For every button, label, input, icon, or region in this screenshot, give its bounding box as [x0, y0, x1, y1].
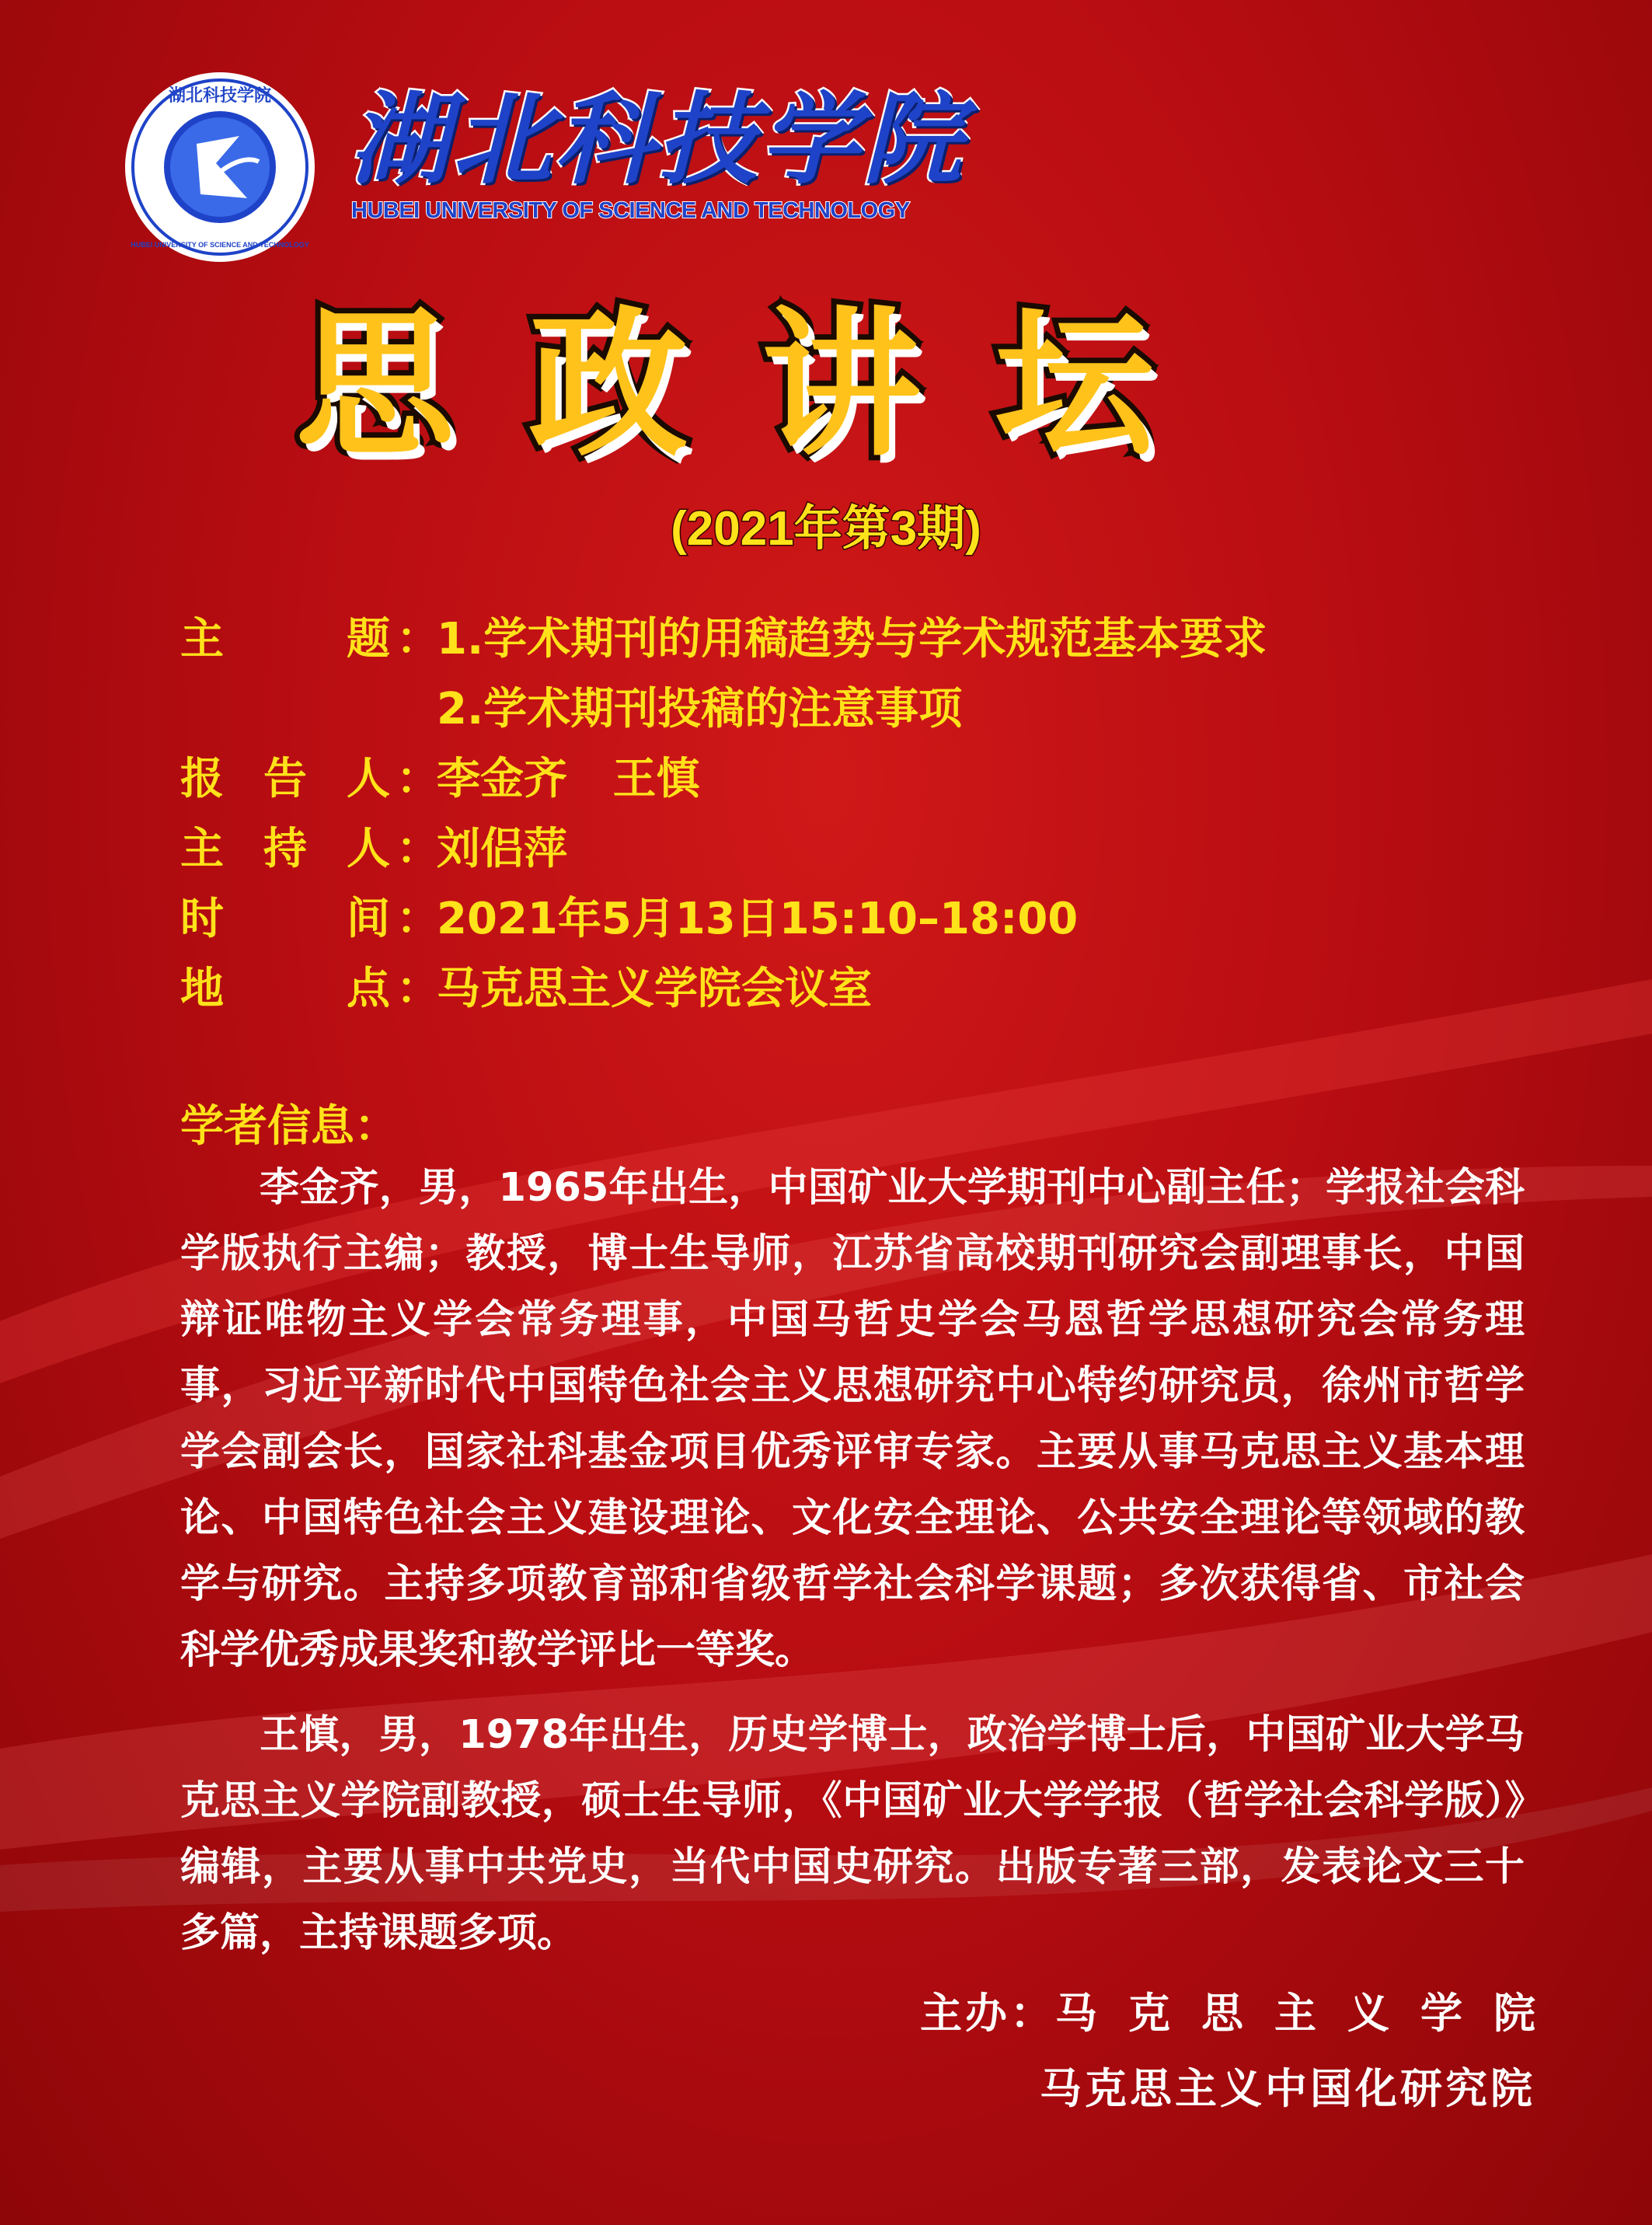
label-char: 告: [263, 754, 307, 804]
bio-heading: 学者信息：: [180, 1101, 398, 1152]
speaker-row: [180, 745, 1579, 814]
seal-cn-text: 湖北科技学院: [168, 85, 272, 106]
place-row: [180, 954, 1579, 1024]
poster-title: 思政讲坛: [295, 291, 1228, 478]
host-name: 刘侣萍: [437, 824, 567, 874]
label-char: 人: [347, 824, 390, 874]
bio-paragraph-1: 李金齐，男，1965年出生，中国矿业大学期刊中心副主任；学报社会科学版执行主编；教授，博士生导师，江苏省高校期刊研究会副理事长，中国辩证唯物主义学会常务理事，中国马哲史学会马恩哲学思想研究会常务理事，习近平新时代中国特色社会主义思想研究中心特约研究员，徐州市哲学学会副会长，国家社科基金项目优秀评审专家。主要从事马克思主义基本理论、中国特色社会主义建设理论、文化安全理论、公共安全理论等领域的教学与研究。主持多项教育部和省级哲学社会科学课题；多次获得省、市社会科学优秀成果奖和教学评比一等奖。: [180, 1165, 1525, 1673]
speaker-names: 李金齐 王慎: [437, 754, 700, 804]
colon: ：: [396, 754, 440, 804]
issue-number: (2021年第3期): [671, 502, 981, 556]
label-char: 报: [180, 754, 224, 804]
label-char: 主: [180, 614, 224, 664]
time-row: [180, 884, 1579, 954]
label-char: 人: [347, 754, 390, 804]
label-char: 间: [347, 894, 390, 944]
time-label: [180, 884, 390, 954]
topic-2: 2.学术期刊投稿的注意事项: [437, 684, 963, 734]
organizer-label: 主办：: [920, 1989, 1055, 2038]
university-seal-logo: [123, 70, 317, 264]
bio-paragraph-2: 王慎，男，1978年出生，历史学博士，政治学博士后，中国矿业大学马克思主义学院副教授，硕士生导师，《中国矿业大学学报（哲学社会科学版）》编辑，主要从事中共党史，当代中国史研究。出版专著三部，发表论文三十多篇，主持课题多项。: [180, 1712, 1525, 1956]
organizer-secondary: 马克思主义中国化研究院: [1040, 2064, 1535, 2113]
topic-label: [180, 605, 390, 675]
colon: ：: [396, 894, 440, 944]
place-label: [180, 954, 390, 1024]
speaker-label: [180, 745, 390, 814]
label-char: 主: [180, 824, 224, 874]
label-char: 地: [180, 964, 224, 1014]
label-char: 持: [263, 824, 307, 874]
label-char: 时: [180, 894, 224, 944]
colon: ：: [396, 614, 440, 664]
topic-row: [180, 605, 1579, 675]
host-row: [180, 814, 1579, 884]
seal-en-text: HUBEI UNIVERSITY OF SCIENCE AND TECHNOLOGY: [131, 241, 309, 249]
host-label: [180, 814, 390, 884]
topic-1: 1.学术期刊的用稿趋势与学术规范基本要求: [437, 614, 1267, 664]
organizer-primary: [920, 1980, 1567, 2040]
event-place: 马克思主义学院会议室: [437, 964, 872, 1014]
label-char: 题: [347, 614, 390, 664]
label-char: 点: [347, 964, 390, 1014]
school-name-en: HUBEI UNIVERSITY OF SCIENCE AND TECHNOLOGY: [351, 198, 910, 223]
topic-row-2: [180, 675, 1579, 745]
event-info: [180, 605, 1579, 1024]
colon: ：: [396, 824, 440, 874]
organizer-1-name: 马克思主义学院: [1055, 1989, 1567, 2038]
school-name-cn: 湖北科技学院: [350, 82, 966, 198]
colon: ：: [396, 964, 440, 1014]
event-time: 2021年5月13日15:10–18:00: [437, 894, 1079, 944]
